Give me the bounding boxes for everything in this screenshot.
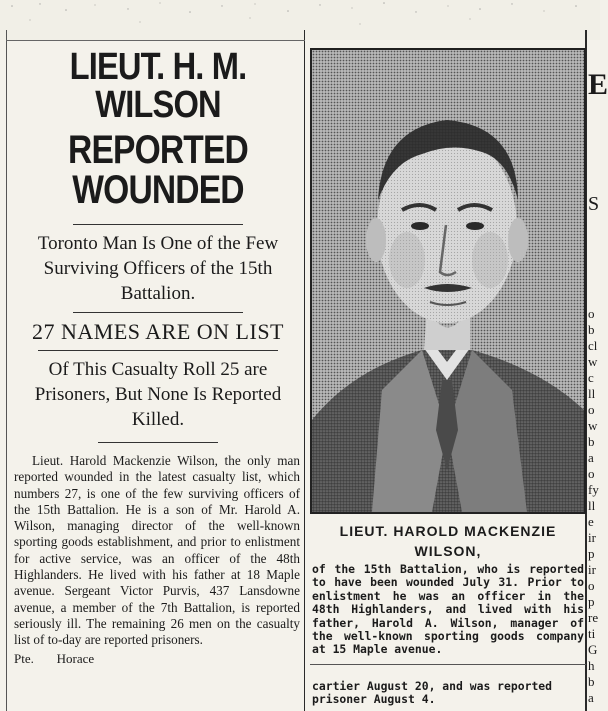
fragment-letter: w bbox=[588, 354, 598, 369]
fragment-letter: a bbox=[588, 690, 594, 705]
caption-bottom-rule bbox=[310, 664, 586, 665]
fragment-letter: ll bbox=[588, 498, 596, 513]
fragment-letter: o bbox=[588, 402, 595, 417]
fragment-letter: p bbox=[588, 594, 595, 609]
adjacent-column-fragment bbox=[588, 0, 608, 711]
halftone-speckle-band bbox=[0, 0, 600, 40]
fragment-letter: ll bbox=[588, 386, 596, 401]
column-rule-left bbox=[6, 30, 7, 711]
fragment-letter: cl bbox=[588, 338, 598, 353]
fragment-letter: w bbox=[588, 418, 598, 433]
subheading-names-on-list: 27 NAMES ARE ON LIST bbox=[31, 319, 284, 344]
fragment-letter: o bbox=[588, 578, 595, 593]
article-continued-line: Pte. Horace bbox=[14, 650, 95, 666]
fragment-letter: S bbox=[588, 193, 600, 215]
fragment-letter: p bbox=[588, 546, 595, 561]
fragment-letter: c bbox=[588, 370, 594, 385]
fragment-letter: a bbox=[588, 450, 594, 465]
continued-article-text: cartier August 20, and was reported prisoner August 4. bbox=[312, 679, 553, 707]
fragment-letter: o bbox=[588, 466, 595, 481]
headline-rule bbox=[73, 224, 243, 225]
photo-caption-name: LIEUT. HAROLD MACKENZIE WILSON, bbox=[339, 523, 557, 559]
subheading-rule-1 bbox=[73, 312, 243, 313]
article-paragraph: Lieut. Harold Mackenzie Wilson, the only man reported wounded in the latest casualty list, which numbers 27, is one of the few surviving officers of the 15th Battalion. He is a son of Mr. Harold A. Wilson, managing director of the well-known sporting goods establishment, and prior to enlistment for active service, was an officer of the 48th Highlanders. He lived with his father at 18 Maple avenue. Sergeant Victor Purvis, 437 Lansdowne avenue, a member of the 7th Battalion, is reported seriously ill. The remaining 26 men on the casualty list of to-day are reported prisoners. bbox=[14, 453, 300, 648]
portrait-photo bbox=[310, 48, 586, 514]
subheading-rule-3 bbox=[98, 442, 218, 443]
fragment-letter: h bbox=[588, 658, 595, 673]
fragment-letter: G bbox=[588, 642, 598, 657]
fragment-letter: re bbox=[588, 610, 599, 625]
fragment-letter: ti bbox=[588, 626, 596, 641]
fragment-letter: fy bbox=[588, 482, 599, 497]
fragment-letter: b bbox=[588, 434, 595, 449]
fragment-letter: ir bbox=[588, 562, 596, 577]
portrait-illustration bbox=[312, 50, 584, 512]
fragment-letter: o bbox=[588, 306, 595, 321]
fragment-letter: b bbox=[588, 674, 595, 689]
subheading-toronto-man: Toronto Man Is One of the Few Surviving Officers of the 15th Battalion. bbox=[37, 233, 279, 304]
subheading-rule-2 bbox=[38, 350, 278, 351]
article-column bbox=[14, 40, 302, 711]
fragment-letter: E bbox=[588, 68, 608, 101]
photo-caption-paragraph: of the 15th Battalion, who is reported to have been wounded July 31. Prior to enlistment he was an officer in the 48th Highlanders, and lived with his father, Harold A. Wilson, manager of the well-known sporting goods company at 15 Maple avenue. bbox=[312, 562, 584, 657]
column-rule-middle bbox=[304, 30, 305, 711]
subheading-casualty-roll: Of This Casualty Roll 25 are Prisoners, But None Is Reported Killed. bbox=[34, 359, 282, 430]
fragment-letter: b bbox=[588, 322, 595, 337]
headline-line-1: LIEUT. H. M. WILSON bbox=[69, 46, 247, 126]
photo-caption-text bbox=[312, 563, 584, 657]
headline-line-2: REPORTED WOUNDED bbox=[68, 128, 248, 212]
fragment-letter: ir bbox=[588, 530, 596, 545]
fragment-letter: e bbox=[588, 514, 594, 529]
article-body bbox=[14, 453, 302, 649]
